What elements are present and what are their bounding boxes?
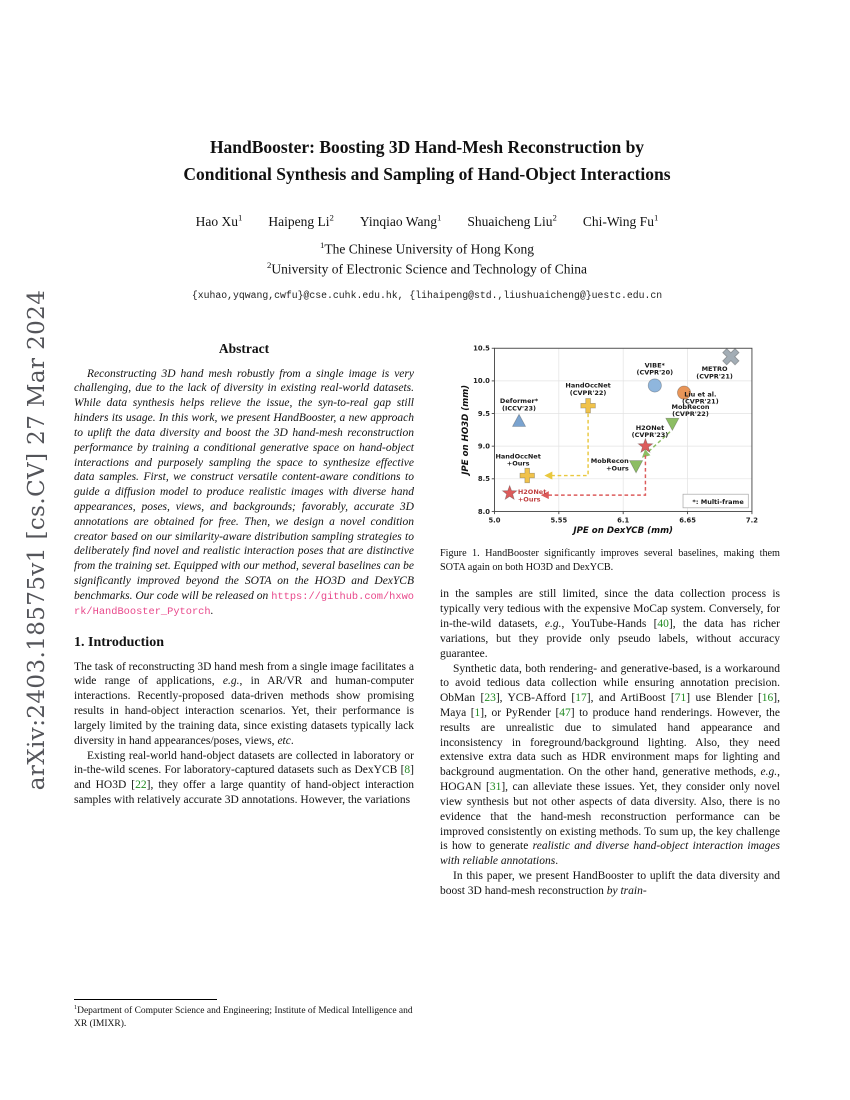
y-tick-label: 9.0 — [478, 442, 491, 451]
point-label-metro-cvpr21: (CVPR'21) — [696, 372, 734, 381]
paragraph — [440, 869, 780, 899]
author-name: Haipeng Li$^2$ — [268, 212, 334, 229]
author-name: Hao Xu$^1$ — [195, 212, 243, 229]
citation-link[interactable]: 31 — [489, 781, 502, 794]
author-list — [74, 212, 780, 230]
abstract-heading: Abstract — [218, 340, 270, 356]
citation-link[interactable]: 1 — [474, 706, 481, 719]
author-name: Shuaicheng Liu$^2$ — [467, 212, 557, 229]
point-label-h2onet-ours: +Ours — [518, 494, 541, 503]
url-link[interactable]: https://github.com/hxwork/HandBooster_Pytorch — [74, 590, 414, 619]
citation-link[interactable]: 8 — [404, 764, 411, 777]
affiliation: $^2$University of Electronic Science and Technology of China — [267, 260, 587, 277]
citation-link[interactable]: 40 — [657, 618, 669, 631]
text-run: ], can alleviate these issues. Yet, they consider only novel view synthesis but not other aspects of data diversity. Also, there is no evidence that the hand-mesh reconstruction performance can be improved consistently on existing methods. To sum up, the key challenge is how to generate — [440, 781, 780, 853]
x-tick-label: 6.65 — [679, 515, 697, 524]
footnote-text: Department of Computer Science and Engineering; Institute of Medical Intelligence and XR (IMIXR). — [74, 1006, 413, 1029]
point-label-mobrecon-ours: MobRecon — [591, 456, 630, 465]
y-tick-label: 10.0 — [473, 376, 491, 385]
emphasized-text: e.g. — [760, 766, 778, 779]
point-label-h2onet-cvpr23: (CVPR'23) — [632, 430, 669, 439]
x-tick-label: 5.55 — [550, 515, 568, 524]
affiliation-list — [74, 239, 780, 280]
text-run: . — [210, 605, 214, 618]
point-label-handoccnet-cvpr22: HandOccNet — [565, 381, 612, 390]
paragraph — [440, 662, 780, 870]
scatter-plot — [460, 341, 759, 536]
scatter-point-handoccnet-ours — [520, 468, 535, 483]
text-run: ] and HO3D [ — [74, 764, 414, 792]
text-run: in the samples are still limited, since the data collection process is typically very tedious with the expensive MoCap system. Conversely, for in-the-wild datasets, — [440, 588, 780, 631]
footnote — [74, 999, 414, 1030]
figure-caption-text: Figure 1. HandBooster significantly improves several baselines, making them SOTA again on both HO3D and DexYCB. — [440, 548, 780, 573]
text-run: Synthetic data, both rendering- and generative-based, is a workaround to avoid tedious data collection while ensuring annotation precision. ObMan [ — [440, 662, 780, 705]
point-label-h2onet-ours: H2ONet — [518, 487, 547, 496]
point-label-liu-et-al-cvpr21: (CVPR'21) — [682, 397, 720, 406]
point-label-deformer-iccv23: (ICCV'23) — [502, 404, 537, 413]
y-tick-label: 9.5 — [478, 409, 491, 418]
two-column-body — [74, 339, 780, 1031]
title-line-1: HandBooster: Boosting 3D Hand-Mesh Reconstruction by — [209, 137, 645, 157]
paper-title — [74, 134, 780, 188]
point-label-handoccnet-cvpr22: (CVPR'22) — [570, 388, 607, 397]
abstract-text — [74, 367, 414, 620]
text-run: ], Maya [ — [440, 692, 780, 719]
emphasized-text: realistic and diverse hand-object interaction images with reliable annotations — [440, 840, 780, 868]
text-run: , in AR/VR and human-computer interactions. Recently-proposed data-driven methods show promising results in hand-object interaction scenarios. Yet, their performance is largely limited by the training data, since existing datasets typically lack diversity in hand appearances/poses, views, — [74, 675, 414, 747]
affiliation: $^1$The Chinese University of Hong Kong — [320, 239, 534, 257]
text-run: . — [555, 855, 559, 868]
left-column — [74, 339, 414, 1031]
y-tick-label: 10.5 — [473, 344, 491, 353]
emphasized-text: e.g. — [222, 675, 240, 688]
improvement-arrow — [546, 413, 588, 475]
point-label-vibe-cvpr20: (CVPR'20) — [636, 368, 674, 377]
paragraph — [74, 749, 414, 808]
point-label-mobrecon-cvpr22: (CVPR'22) — [672, 409, 710, 418]
text-run: The task of reconstructing 3D hand mesh from a single image facilitates a wide range of applications, — [74, 660, 414, 688]
text-run: ], and ArtiBoost [ — [586, 692, 675, 705]
text-run: ], or PyRender [ — [480, 706, 560, 719]
emphasized-text: etc — [277, 734, 291, 747]
x-tick-label: 5.0 — [488, 515, 501, 524]
y-axis-label: JPE on HO3D (mm) — [461, 384, 472, 475]
right-column — [440, 339, 780, 1031]
scatter-point-h2onet-ours — [503, 485, 517, 499]
text-run: In this paper, we present HandBooster to uplift the data diversity and boost 3D hand-mesh reconstruction — [440, 870, 780, 897]
text-run: Existing real-world hand-object datasets are collected in laboratory or in-the-wild scenes. For laboratory-captured datasets such as DexYCB [ — [74, 749, 414, 777]
emphasized-text: e.g. — [544, 618, 562, 631]
paragraph — [74, 660, 414, 749]
y-tick-label: 8.0 — [478, 507, 491, 516]
x-axis-label: JPE on DexYCB (mm) — [573, 525, 674, 536]
title-line-2: Conditional Synthesis and Sampling of Hand-Object Interactions — [183, 164, 671, 185]
point-label-handoccnet-ours: +Ours — [507, 459, 530, 468]
text-run: ] to produce hand renderings. However, the results are unrealistic due to simulated hand appearance and inconsistency in foreground/background lighting. Also, they need extensive extra data such as HDR environment maps for lighting and background augmentation. On the other hand, generative methods, — [440, 706, 781, 779]
scatter-point-handoccnet-cvpr22 — [581, 398, 596, 413]
scatter-point-mobrecon-ours — [630, 460, 643, 472]
point-label-mobrecon-ours: +Ours — [606, 463, 630, 472]
citation-link[interactable]: 17 — [575, 692, 587, 705]
emphasized-text: by train- — [606, 884, 647, 897]
citation-link[interactable]: 71 — [674, 692, 687, 705]
point-label-liu-et-al-cvpr21: Liu et al. — [684, 389, 717, 398]
text-run: Reconstructing 3D hand mesh robustly from a single image is very challenging, due to the lack of diversity in existing real-world datasets. While data synthesis helps relieve the issue, the syn-to-real gap still hinders its usage. In this work, we present HandBooster, a new approach to uplift the data diversity and boost the 3D hand-mesh reconstruction performance by training a conditional generative space on hand-object interactions and purposely sampling the space to synthesize effective data samples. First, we construct versatile content-aware conditions to guide a diffusion model to produce realistic images with diverse hand appearances, poses, views, and backgrounds; favorably, accurate 3D annotations are obtained for free. Then, we design a novel condition creator based on our similarity-aware distribution sampling strategies to deliberately find novel and realistic interaction poses that are distinctive from the training set. Equipped with our method, several baselines can be significantly improved beyond the SOTA on the HO3D and DexYCB benchmarks. Our code will be released on — [74, 367, 414, 602]
y-tick-label: 8.5 — [478, 474, 491, 483]
scatter-point-deformer-iccv23 — [513, 414, 526, 426]
citation-link[interactable]: 47 — [559, 706, 571, 719]
figure-1-caption — [440, 547, 780, 574]
text-run: ], they offer a large quantity of hand-object interaction samples with relatively accurate 3D annotations. However, the variations — [74, 779, 414, 807]
author-name: Yinqiao Wang$^1$ — [359, 212, 442, 229]
figure-1-chart — [460, 341, 759, 541]
point-label-metro-cvpr21: METRO — [701, 364, 728, 373]
text-run: , HOGAN [ — [440, 766, 780, 794]
point-label-deformer-iccv23: Deformer* — [500, 396, 539, 405]
text-run: ] use Blender [ — [686, 692, 762, 705]
author-name: Chi-Wing Fu$^1$ — [582, 212, 659, 229]
footnote-marker: 1 — [74, 1005, 78, 1012]
author-emails: {xuhao,yqwang,cwfu}@cse.cuhk.edu.hk, {lihaipeng@std.,liushuaicheng@}uestc.edu.cn — [191, 289, 663, 301]
scatter-point-vibe-cvpr20 — [649, 378, 662, 391]
citation-link[interactable]: 23 — [484, 692, 496, 705]
citation-link[interactable]: 22 — [135, 779, 147, 792]
text-run: . — [290, 734, 294, 747]
text-run: ], the data has richer variations, but they provide only pseudo labels, without accuracy guarantee. — [440, 618, 780, 660]
section-heading-introduction: 1. Introduction — [74, 634, 164, 650]
x-tick-label: 7.2 — [746, 515, 759, 524]
paragraph — [440, 587, 780, 661]
point-label-h2onet-cvpr23: H2ONet — [636, 423, 665, 432]
x-tick-label: 6.1 — [617, 515, 630, 524]
text-run: ], YCB-Afford [ — [495, 692, 576, 705]
scatter-point-mobrecon-cvpr22 — [666, 418, 679, 430]
text-run: , YouTube-Hands [ — [561, 618, 658, 631]
arxiv-watermark: arXiv:2403.18575v1 [cs.CV] 27 Mar 2024 — [24, 289, 50, 791]
point-label-handoccnet-ours: HandOccNet — [495, 451, 542, 460]
point-label-vibe-cvpr20: VIBE* — [645, 360, 666, 369]
point-label-mobrecon-cvpr22: MobRecon — [671, 402, 710, 411]
citation-link[interactable]: 16 — [761, 692, 774, 705]
legend-note-multi-frame: *: Multi-frame — [692, 497, 745, 506]
